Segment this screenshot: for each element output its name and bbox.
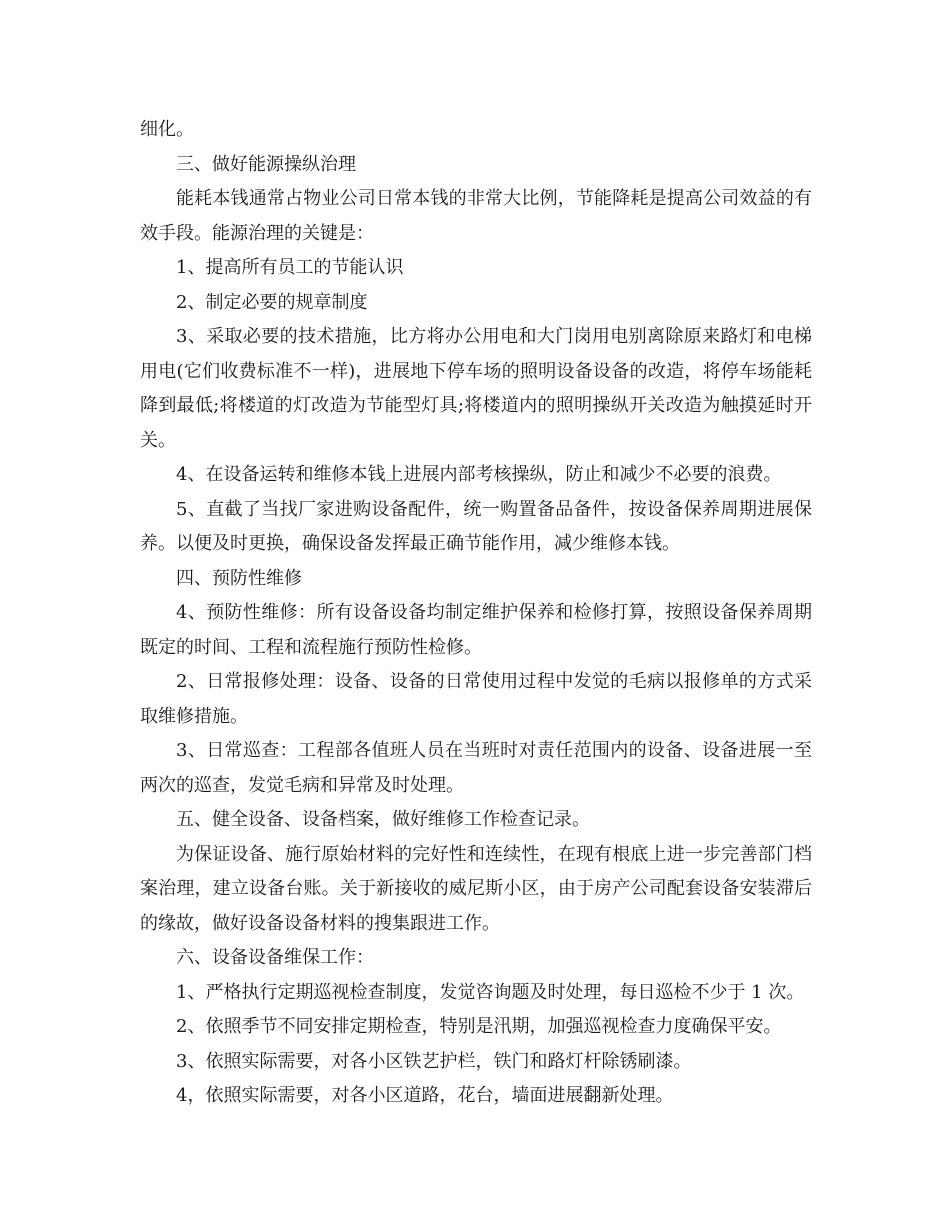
list-item: 4、预防性维修：所有设备设备均制定维护保养和检修打算，按照设备保养周期既定的时间、工程和流程施行预防性检修。 bbox=[140, 602, 812, 658]
section-heading: 六、设备设备维保工作： bbox=[176, 947, 374, 968]
section-heading: 四、预防性维修 bbox=[176, 567, 302, 589]
list-item: 4，依照实际需要，对各小区道路，花台，墙面进展翻新处理。 bbox=[176, 1085, 674, 1106]
list-item: 3、采取必要的技术措施，比方将办公用电和大门岗用电别离除原来路灯和电梯用电(它们收费标准不一样)，进展地下停车场的照明设备设备的改造，将停车场能耗降到最低;将楼道的灯改造为节能型灯具;将楼道内的照明操纵开关改造为触摸延时开关。 bbox=[140, 326, 812, 451]
list-item: 1、提高所有员工的节能认识 bbox=[176, 257, 404, 278]
section-heading: 三、做好能源操纵治理 bbox=[176, 153, 356, 175]
list-item: 3、日常巡查：工程部各值班人员在当班时对责任范围内的设备、设备进展一至两次的巡查，发觉毛病和异常及时处理。 bbox=[140, 740, 812, 796]
paragraph: 为保证设备、施行原始材料的完好性和连续性，在现有根底上进一步完善部门档案治理，建立设备台账。关于新接收的威尼斯小区，由于房产公司配套设备安装滞后的缘故，做好设备设备材料的搜集跟进工作。 bbox=[140, 843, 812, 934]
list-item: 2、制定必要的规章制度 bbox=[176, 291, 368, 313]
list-item: 4、在设备运转和维修本钱上进展内部考核操纵，防止和减少不必要的浪费。 bbox=[176, 464, 782, 485]
paragraph: 细化。 bbox=[140, 119, 194, 140]
list-item: 2、依照季节不同安排定期检查，特别是汛期，加强巡视检查力度确保平安。 bbox=[176, 1016, 782, 1037]
list-item: 1、严格执行定期巡视检查制度，发觉咨询题及时处理，每日巡检不少于 1 次。 bbox=[176, 981, 805, 1003]
list-item: 2、日常报修处理：设备、设备的日常使用过程中发觉的毛病以报修单的方式采取维修措施。 bbox=[140, 671, 812, 727]
list-item: 3、依照实际需要，对各小区铁艺护栏，铁门和路灯杆除锈刷漆。 bbox=[176, 1050, 692, 1072]
list-item: 5、直截了当找厂家进购设备配件，统一购置备品备件，按设备保养周期进展保养。以便及时更换，确保设备发挥最正确节能作用，减少维修本钱。 bbox=[140, 498, 812, 554]
section-heading: 五、健全设备、设备档案，做好维修工作检查记录。 bbox=[176, 809, 590, 830]
document-body bbox=[140, 113, 812, 1114]
paragraph: 能耗本钱通常占物业公司日常本钱的非常大比例，节能降耗是提高公司效益的有效手段。能源治理的关键是： bbox=[140, 188, 812, 244]
